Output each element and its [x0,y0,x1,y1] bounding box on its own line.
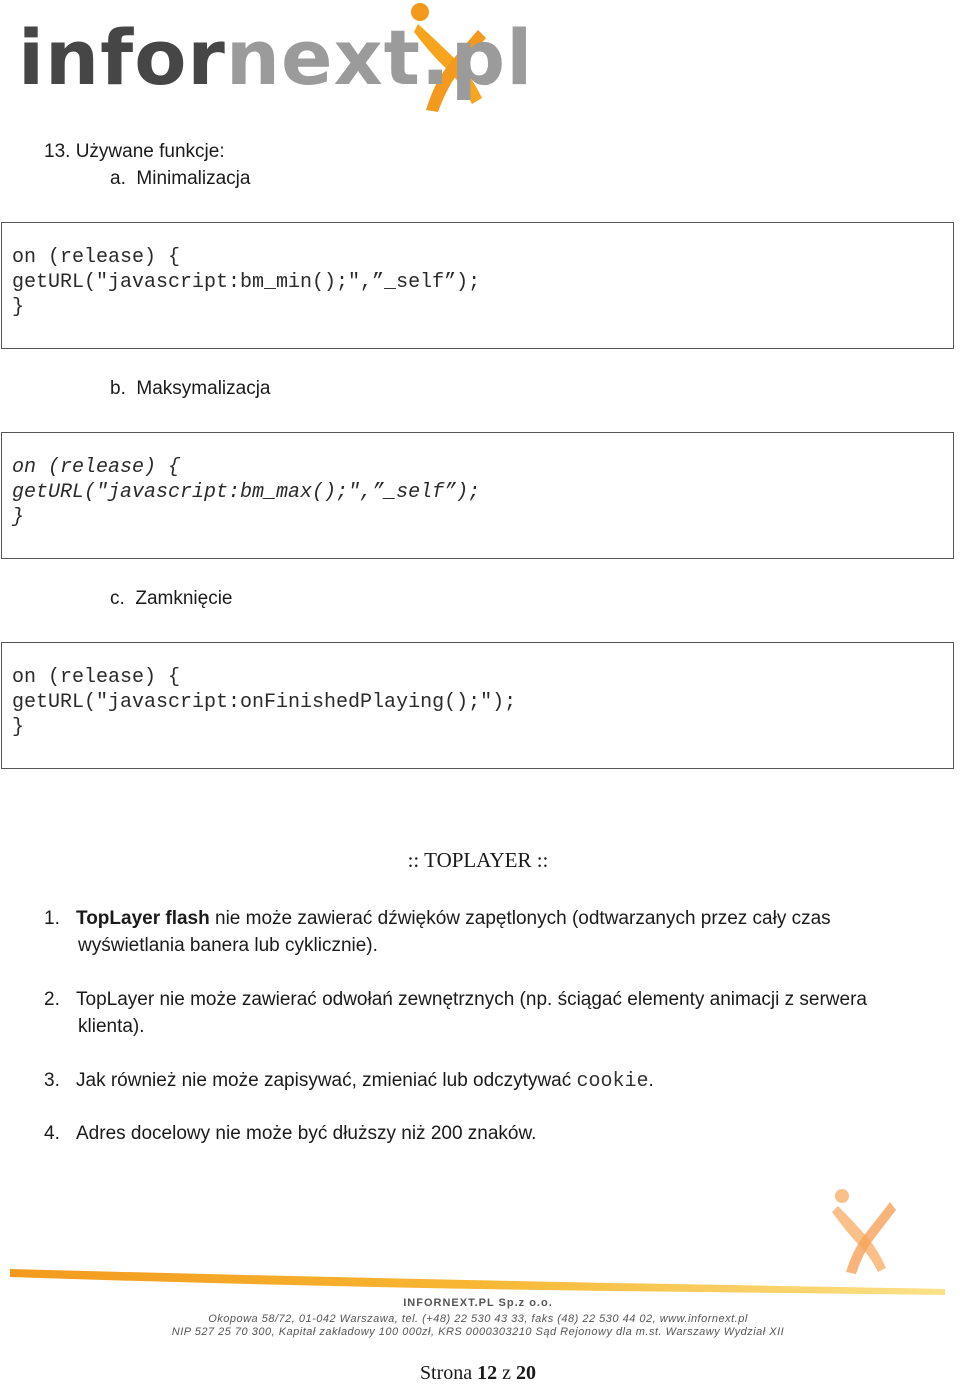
rule-text: Jak również nie może zapisywać, zmieniać lub odczytywać [76,1070,577,1091]
rule-text: TopLayer nie może zawierać odwołań zewnętrznych (np. ściągać elementy animacji z serwera [76,989,867,1010]
code-line: on (release) { [12,666,181,689]
item-label-close: c. Zamknięcie [110,588,233,609]
rule-text: Adres docelowy nie może być dłuższy niż 200 znaków. [76,1123,537,1144]
code-line: getURL("javascript:bm_min();",”_self”); [12,271,481,294]
rule-bold-text: TopLayer flash [76,908,210,929]
rule-code-term: cookie [576,1070,649,1093]
logo-text-light: next.pl [225,13,534,102]
logo-wordmark [18,13,534,102]
code-line: on (release) { [12,246,181,269]
item-label-minimize: a. Minimalizacja [110,168,251,189]
section-heading: 13. Używane funkcje: [44,141,225,162]
rule-text-end: . [648,1070,654,1091]
code-line: } [12,716,25,739]
code-line: on (release) { [12,456,181,479]
rule-text: nie może zawierać dźwięków zapętlonych (odtwarzanych przez cały czas [209,908,831,929]
footer-company: INFORNEXT.PL Sp.z o.o. [403,1297,553,1309]
code-block-maximize [1,432,954,559]
rule-item [44,986,924,1040]
rule-item [44,1120,924,1147]
mascot-icon [828,1188,898,1274]
rule-text: klienta). [78,1016,145,1037]
rule-number: 3. [44,1070,60,1091]
page-prefix: Strona [419,1362,473,1384]
page-number [0,1362,956,1385]
rule-item [44,905,924,959]
rule-item [44,1067,924,1095]
code-line: } [12,296,25,319]
footer-registration: NIP 527 25 70 300, Kapitał zakładowy 100 000zł, KRS 0000303210 Sąd Rejonowy dla m.st. Warszawy Wydział XII [171,1326,785,1338]
page-current: 12 [477,1362,498,1384]
code-line: getURL("javascript:bm_max();",”_self”); [12,481,481,504]
footer-address: Okopowa 58/72, 01-042 Warszawa, tel. (+48) 22 530 43 33, faks (48) 22 530 44 02, www.infornext.pl [208,1313,748,1325]
code-block-close [1,642,954,769]
code-line: getURL("javascript:onFinishedPlaying();"); [12,691,517,714]
company-logo [8,2,648,120]
code-block-minimize [1,222,954,349]
page-total: 20 [516,1362,537,1384]
page-separator: z [502,1362,512,1384]
rule-number: 4. [44,1123,60,1144]
rule-number: 2. [44,989,60,1010]
item-label-maximize: b. Maksymalizacja [110,378,271,399]
code-line: } [12,506,25,529]
logo-text-dark: infor [18,13,226,102]
toplayer-title: :: TOPLAYER :: [407,848,549,872]
rule-text: wyświetlania banera lub cyklicznie). [78,935,378,956]
rule-number: 1. [44,908,60,929]
